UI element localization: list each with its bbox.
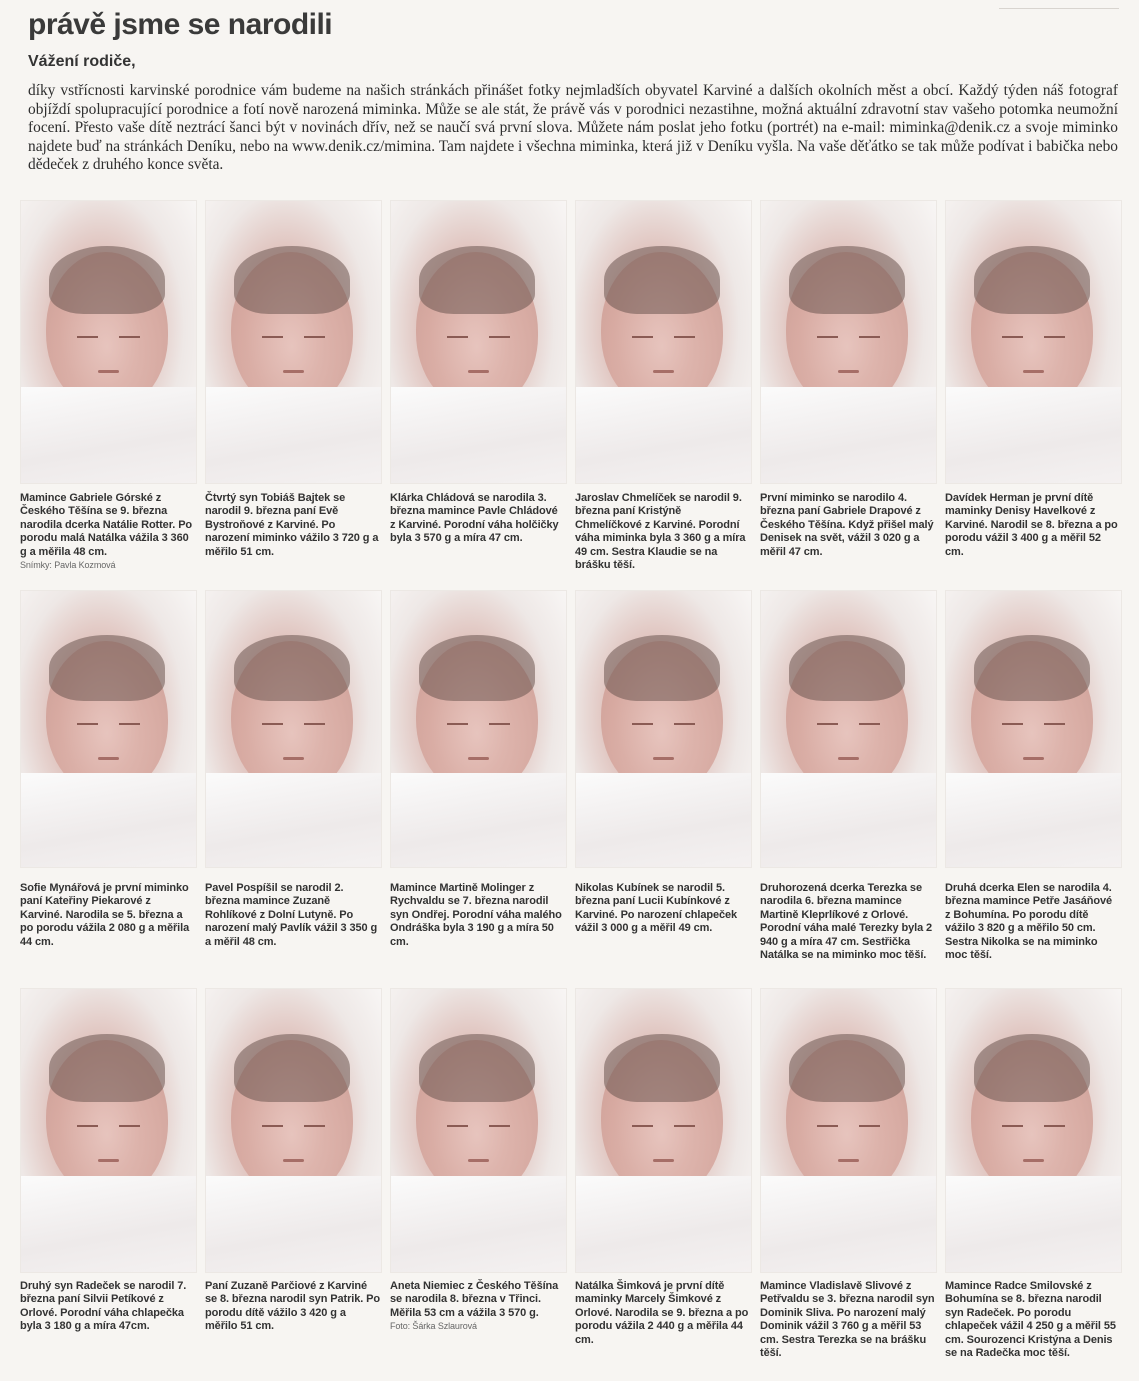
baby-photo [20, 988, 197, 1273]
baby-photo [945, 988, 1122, 1273]
caption-text: Nikolas Kubínek se narodil 5. března paní Lucii Kubínkové z Karviné. Po narození chlapeček vážil 3 000 g a měřil 49 cm. [575, 882, 738, 935]
baby-photo [575, 200, 752, 484]
baby-caption [760, 882, 935, 962]
page-headline: právě jsme se narodili [28, 8, 333, 41]
baby-caption [205, 492, 380, 559]
baby-photo [575, 590, 752, 868]
baby-caption [390, 882, 565, 949]
baby-caption [20, 1280, 195, 1334]
photo-credit: Foto: Šárka Szlaurová [390, 1321, 477, 1332]
baby-photo [205, 200, 382, 484]
baby-photo [760, 590, 937, 868]
caption-text: Čtvrtý syn Tobiáš Bajtek se narodil 9. března paní Evě Bystroňové z Karviné. Po narození miminko vážilo 3 720 g a měřilo 51 cm. [205, 492, 379, 558]
baby-caption [575, 882, 750, 936]
caption-text: Aneta Niemiec z Českého Těšína se narodila 8. března v Třinci. Měřila 53 cm a vážila 3 570 g. [390, 1280, 559, 1319]
caption-text: Paní Zuzaně Parčiové z Karviné se 8. března narodil syn Patrik. Po porodu dítě vážilo 3 420 g a měřilo 51 cm. [205, 1280, 381, 1333]
baby-photo [20, 590, 197, 868]
caption-text: Natálka Šimková je první dítě maminky Marcely Šimkové z Orlové. Narodila se 9. března a po porodu vážila 2 440 g a měřila 44 cm. [575, 1280, 749, 1346]
baby-photo [205, 590, 382, 868]
baby-photo [390, 988, 567, 1273]
caption-text: Mamince Vladislavě Slivové z Petřvaldu se 3. března narodil syn Dominik Sliva. Po narození malý Dominik vážil 3 760 g a měřil 53 cm. Sestra Terezka se na brášku těší. [760, 1280, 935, 1360]
baby-caption [760, 1280, 935, 1360]
baby-photo [575, 988, 752, 1273]
photo-credit: Snímky: Pavla Kozmová [20, 560, 116, 571]
caption-text: Pavel Pospíšil se narodil 2. března mamince Zuzaně Rohlíkové z Dolní Lutyně. Po narození malý Pavlík vážil 3 350 g a měřil 48 cm. [205, 882, 378, 948]
baby-photo [205, 988, 382, 1273]
caption-text: Druhorozená dcerka Terezka se narodila 6. března mamince Martině Kleprlíkové z Orlové. Porodní váha malé Terezky byla 2 940 g a míra 47 cm. Sestřička Natálka se na miminko moc těší. [760, 882, 933, 962]
baby-caption [390, 1280, 565, 1334]
baby-caption [945, 492, 1120, 559]
baby-photo [390, 590, 567, 868]
caption-text: Mamince Martině Molinger z Rychvaldu se 7. března narodil syn Ondřej. Porodní váha malého Ondráška byla 3 190 g a míra 50 cm. [390, 882, 562, 948]
caption-text: První miminko se narodilo 4. března paní Gabriele Drapové z Českého Těšína. Když přišel malý Denisek na svět, vážil 3 020 g a měřil 47 cm. [760, 492, 934, 558]
caption-text: Jaroslav Chmelíček se narodil 9. března paní Kristýně Chmelíčkové z Karviné. Porodní váha miminka byla 3 360 g a míra 49 cm. Sestra Klaudie se na brášku těší. [575, 492, 746, 572]
baby-photo [760, 988, 937, 1273]
baby-caption [575, 492, 750, 572]
baby-caption [945, 882, 1120, 962]
salutation: Vážení rodiče, [28, 53, 136, 70]
intro-paragraph: díky vstřícnosti karvinské porodnice vám budeme na našich stránkách přinášet fotky nejmladších obyvatel Karviné a dalších okolních měst a obcí. Každý týden náš fotograf objíždí spolupracující porodnice a fotí nově narozená miminka. Může se ale stát, že právě vás v porodnici nezastihne, možná aktuální zdravotní stav vašeho potomka neumožní focení. Přesto vaše dítě neztrácí šanci být v novinách dřív, než se naučí svá první slova. Můžete nám poslat jeho fotku (portrét) na e-mail: miminka@denik.cz a svoje miminko najdete buď na stránkách Deníku, nebo na www.denik.cz/mimina. Tam najdete i všechna miminka, která již v Deníku vyšla. Na vaše děťátko se tak může podívat i babička nebo dědeček z druhého konce světa. [28, 82, 1118, 174]
baby-photo [945, 200, 1122, 484]
baby-caption [390, 492, 565, 546]
baby-caption [20, 492, 195, 572]
caption-text: Mamince Gabriele Górské z Českého Těšína se 9. března narodila dcerka Natálie Rotter. Po porodu malá Natálka vážila 3 360 g a měřila 48 cm. [20, 492, 193, 558]
baby-caption [205, 1280, 380, 1334]
caption-text: Klárka Chládová se narodila 3. března mamince Pavle Chládové z Karviné. Porodní váha holčičky byla 3 570 g a míra 47 cm. [390, 492, 559, 545]
baby-caption [760, 492, 935, 559]
baby-photo [390, 200, 567, 484]
baby-caption [205, 882, 380, 949]
caption-text: Druhá dcerka Elen se narodila 4. března mamince Petře Jasáňové z Bohumína. Po porodu dítě vážilo 3 820 g a měřilo 50 cm. Sestra Nikolka se na miminko moc těší. [945, 882, 1113, 962]
caption-text: Davídek Herman je první dítě maminky Denisy Havelkové z Karviné. Narodil se 8. března a po porodu vážil 3 400 g a měřil 52 cm. [945, 492, 1118, 558]
baby-caption [575, 1280, 750, 1347]
caption-text: Mamince Radce Smilovské z Bohumína se 8. března narodil syn Radeček. Po porodu chlapeček vážil 4 250 g a měřil 55 cm. Sourozenci Kristýna a Denis se na Radečka moc těší. [945, 1280, 1116, 1360]
baby-photo [945, 590, 1122, 868]
caption-text: Sofie Mynářová je první miminko paní Kateřiny Piekarové z Karviné. Narodila se 5. března a po porodu vážila 2 080 g a měřila 44 cm. [20, 882, 190, 948]
baby-caption [20, 882, 195, 949]
adjacent-page-fragment [999, 8, 1119, 49]
caption-text: Druhý syn Radeček se narodil 7. března paní Silvii Petíkové z Orlové. Porodní váha chlapečka byla 3 180 g a míra 47cm. [20, 1280, 187, 1333]
baby-photo [20, 200, 197, 484]
baby-caption [945, 1280, 1120, 1360]
baby-photo [760, 200, 937, 484]
